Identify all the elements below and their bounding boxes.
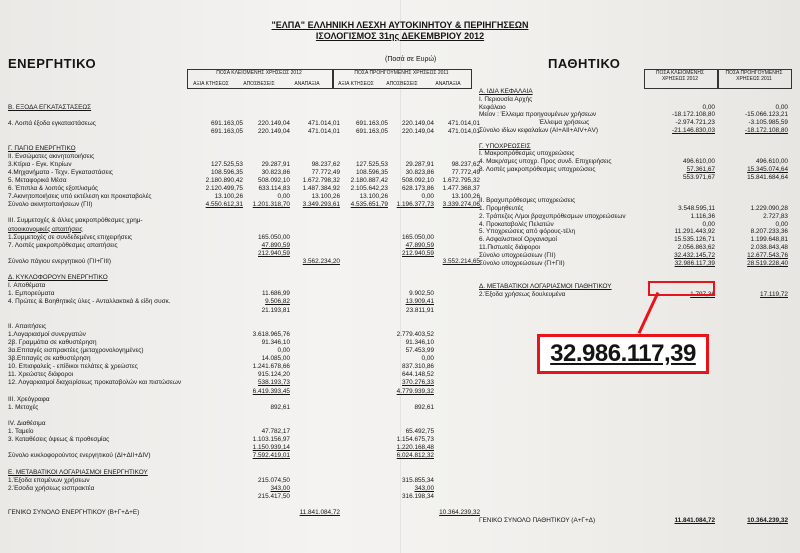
- liability-label: Δ. ΜΕΤΑΒΑΤΙΚΟΙ ΛΟΓΑΡΙΑΣΜΟΙ ΠΑΘΗΤΙΚΟΥ: [479, 283, 612, 290]
- asset-value: 2.180.887,42: [350, 176, 388, 184]
- liability-row: [479, 150, 791, 158]
- liability-value: 28.519.228,40: [747, 259, 788, 267]
- asset-value: 98.237,62: [311, 160, 340, 168]
- header-2011: ΠΟΣΑ ΠΡΟΗΓΟΥΜΕΝΗΣ ΧΡΗΣΕΩΣ 2011: [354, 70, 449, 76]
- asset-row: [8, 331, 478, 339]
- liability-row: [479, 291, 791, 299]
- asset-value: 0,00: [277, 193, 290, 201]
- column-subheader: ΑΠΟΣΒΕΣΕΙΣ: [386, 81, 418, 87]
- asset-value: 215.417,50: [258, 492, 290, 500]
- asset-label: II. Απαιτήσεις: [8, 322, 47, 330]
- asset-value: 2.105.642,23: [350, 185, 388, 192]
- asset-value: 633.114,83: [258, 185, 290, 192]
- liability-value: 496.610,00: [683, 158, 715, 166]
- asset-value: 77.772,49: [311, 168, 340, 176]
- asset-value: 343,00: [270, 484, 290, 492]
- asset-row: [8, 193, 478, 201]
- liability-row: [479, 96, 791, 104]
- liability-value: 2.038.843,48: [750, 244, 788, 251]
- liability-row: [479, 127, 791, 135]
- liability-label: II. Βραχυπρόθεσμες υποχρεώσεις: [479, 197, 576, 205]
- asset-value: 2.120.499,75: [205, 185, 243, 192]
- liability-row: [479, 174, 791, 182]
- asset-row: [8, 315, 478, 323]
- liability-value: -3.105.985,59: [748, 119, 788, 127]
- liability-label: 6. Ασφαλιστικοί Οργανισμοί: [479, 236, 557, 244]
- asset-row: [8, 258, 478, 266]
- asset-label: 12. Λογαριασμοί διαχειρίσεως προκαταβολών και πιστώσεων: [8, 379, 182, 387]
- column-subheader: ΑΞΙΑ ΚΤΗΣΕΩΣ: [338, 81, 374, 87]
- asset-row: [8, 266, 478, 274]
- column-subheader: ΑΠΟΣΒΕΣΕΙΣ: [243, 81, 275, 87]
- asset-value: 29.287,91: [405, 160, 434, 168]
- asset-value: 47.890,59: [261, 241, 290, 249]
- liability-label: Μείον : Έλλειμα προηγουμένων χρήσεων: [479, 111, 597, 119]
- asset-row: [8, 136, 478, 144]
- asset-value: 4.779.939,32: [396, 387, 434, 395]
- asset-value: 691.163,05: [211, 128, 243, 136]
- liability-label: A. ΙΔΙΑ ΚΕΦΑΛΑΙΑ: [479, 88, 533, 95]
- asset-value: 108.596,35: [356, 168, 388, 176]
- asset-value: 1.201.318,70: [252, 201, 290, 209]
- asset-value: 11.841.084,72: [299, 509, 340, 516]
- asset-row: [8, 501, 478, 509]
- asset-row: [8, 404, 478, 412]
- asset-value: 316.198,34: [402, 492, 434, 500]
- asset-label: 3. Καταθέσεις όψεως & προθεσμίας: [8, 436, 110, 444]
- liabilities-grand-total-2011: 10.364.239,32: [747, 517, 788, 524]
- liability-value: 8.207.233,36: [750, 228, 788, 236]
- asset-label: 5. Μεταφορικά Μέσα: [8, 176, 67, 184]
- liability-label: Σύνολο υποχρεώσεων (ΓΙ+ΓΙΙ): [479, 259, 565, 267]
- asset-row: [8, 161, 478, 169]
- currency-note: (Ποσά σε Ευρώ): [385, 56, 437, 63]
- liability-value: 0,00: [775, 103, 788, 111]
- asset-value: 91.346,10: [261, 338, 290, 346]
- asset-value: 2.779.403,52: [396, 330, 434, 338]
- callout-value: 32.986.117,39: [550, 340, 696, 367]
- asset-value: 644.148,52: [402, 371, 434, 379]
- asset-row: [8, 428, 478, 436]
- asset-label: Γ. ΠΑΓΙΟ ΕΝΕΡΓΗΤΙΚΟ: [8, 144, 76, 152]
- liability-value: 2.056.863,62: [677, 244, 715, 251]
- asset-row: [8, 355, 478, 363]
- liability-label: 5. Υποχρεώσεις από φόρους-τέλη: [479, 228, 575, 236]
- asset-label: IV. Διαθέσιμα: [8, 419, 46, 427]
- asset-label: II. Ενσώματες ακινητοποιήσεις: [8, 152, 95, 160]
- asset-label: Δ. ΚΥΚΛΟΦΟΡΟΥΝ ΕΝΕΡΓΗΤΙΚΟ: [8, 274, 108, 282]
- asset-label: 2.Έσοδα χρήσεως εισπρακτέα: [8, 484, 95, 492]
- asset-label: 1.Έξοδα επομένων χρήσεων: [8, 476, 90, 484]
- liability-value: 1.229.090,28: [750, 205, 788, 212]
- asset-value: 215.074,50: [258, 476, 290, 484]
- asset-value: 3.339.274,06: [442, 201, 480, 209]
- header-previous: ΠΟΣΑ ΠΡΟΗΓΟΥΜΕΝΗΣ ΧΡΗΣΕΩΣ 2011: [725, 70, 783, 82]
- asset-value: 508.092,10: [402, 176, 434, 184]
- asset-row: [8, 307, 478, 315]
- asset-value: 57.453,99: [405, 347, 434, 354]
- liability-label: Σύνολο ιδίων κεφαλαίων (ΑΙ+ΑΙΙ+ΑΙV+ΑV): [479, 127, 599, 134]
- asset-value: 1.487.384,92: [302, 185, 340, 192]
- liability-value: 15.535.126,71: [674, 236, 715, 244]
- asset-value: 98.237,62: [451, 160, 480, 168]
- liability-value: 496.610,00: [756, 158, 788, 166]
- asset-value: 6.419.393,45: [252, 387, 290, 395]
- asset-value: 14.085,00: [261, 355, 290, 363]
- liability-row: [479, 244, 791, 252]
- asset-label: 6. Έπιπλα & λοιπός εξοπλισμός: [8, 185, 99, 192]
- asset-row: [8, 493, 478, 501]
- asset-value: 165.050,00: [258, 233, 290, 241]
- asset-value: 628.173,86: [402, 185, 434, 192]
- liability-value: 32.986.117,39: [674, 259, 715, 267]
- asset-row: [8, 282, 478, 290]
- asset-value: 77.772,49: [451, 168, 480, 176]
- asset-row: [8, 412, 478, 420]
- asset-value: 13.100,26: [214, 193, 243, 201]
- asset-label: 4.Μηχανήματα - Τεχν. Εγκαταστάσεις: [8, 168, 113, 176]
- asset-value: 691.163,05: [356, 120, 388, 128]
- asset-row: [8, 323, 478, 331]
- asset-row: [8, 104, 478, 112]
- liability-value: 0,00: [775, 220, 788, 228]
- asset-value: 6.024.812,32: [396, 452, 434, 460]
- liabilities-grand-total-row: [479, 517, 791, 525]
- asset-value: 13.100,26: [451, 193, 480, 201]
- asset-value: 220.149,04: [258, 128, 290, 136]
- asset-row: [8, 226, 478, 234]
- asset-label: 4. Πρώτες & Βοηθητικές ύλες - Ανταλλακτικά & είδη συσκ.: [8, 298, 171, 306]
- asset-value: 1.103.156,97: [252, 436, 290, 444]
- asset-value: 47.890,59: [405, 241, 434, 249]
- asset-value: 1.154.675,73: [396, 436, 434, 444]
- asset-value: 3.552.214,65: [442, 257, 480, 265]
- liability-label: Σύνολο υποχρεώσεων (ΓΙΙ): [479, 251, 556, 259]
- liability-value: 15.841.684,64: [747, 173, 788, 181]
- asset-row: [8, 379, 478, 387]
- asset-value: 4.550.612,31: [205, 201, 243, 209]
- asset-value: 691.163,05: [356, 128, 388, 136]
- asset-value: 915.124,20: [258, 371, 290, 379]
- liability-value: 17.119,72: [760, 290, 788, 298]
- asset-row: [8, 169, 478, 177]
- asset-value: 9.506,82: [265, 298, 290, 306]
- asset-value: 691.163,05: [211, 120, 243, 128]
- asset-value: 65.492,75: [405, 428, 434, 435]
- asset-value: 0,00: [421, 355, 434, 363]
- asset-value: 343,00: [414, 484, 434, 492]
- liability-row: [479, 135, 791, 143]
- asset-row: [8, 485, 478, 493]
- asset-value: 4.535.651,79: [350, 201, 388, 209]
- asset-row: [8, 444, 478, 452]
- asset-row: [8, 396, 478, 404]
- asset-label: Σύνολο πάγιου ενεργητικού (ΓΙΙ+ΓΙΙΙ): [8, 257, 112, 265]
- liability-row: [479, 158, 791, 166]
- liability-row: [479, 88, 791, 96]
- column-subheader: ΑΝΑΠΑΞΙΑ: [294, 81, 320, 87]
- asset-value: 13.909,41: [405, 298, 434, 306]
- liability-label: 8. Λοιπές μακροπρόθεσμες υποχρεώσεις: [479, 166, 596, 173]
- asset-value: 127.525,53: [211, 160, 243, 168]
- liability-value: -18.172.108,80: [672, 111, 715, 119]
- asset-value: 220.149,04: [258, 120, 290, 128]
- asset-label: 11. Χρεώστες διάφοροι: [8, 371, 74, 379]
- asset-value: 165.050,00: [402, 233, 434, 241]
- asset-value: 30.823,86: [405, 168, 434, 176]
- asset-row: [8, 347, 478, 355]
- asset-value: 1.672.795,32: [442, 176, 480, 184]
- asset-row: [8, 477, 478, 485]
- asset-value: 30.823,86: [261, 168, 290, 176]
- liability-row: [479, 111, 791, 119]
- asset-value: 1.672.798,32: [302, 176, 340, 184]
- asset-label: 3.Κτίρια - Εγκ. Κτιρίων: [8, 160, 72, 168]
- liability-row: [479, 267, 791, 275]
- asset-row: [8, 185, 478, 193]
- asset-value: 29.287,91: [261, 160, 290, 168]
- liability-row: [479, 182, 791, 190]
- asset-label: 7. Λοιπές μακροπρόθεσμες απαιτήσεις: [8, 241, 118, 249]
- asset-value: 127.525,53: [356, 160, 388, 168]
- asset-value: 538.193,73: [258, 379, 290, 387]
- document-title: "ΕΛΠΑ" ΕΛΛΗΝΙΚΗ ΛΕΣΧΗ ΑΥΤΟΚΙΝΗΤΟΥ & ΠΕΡΙΗΓΗΣΕΩΝ: [271, 20, 529, 30]
- liability-row: [479, 236, 791, 244]
- asset-value: 47.782,17: [261, 428, 290, 435]
- asset-value: 13.100,26: [311, 193, 340, 201]
- liability-value: -2.974.721,23: [675, 119, 715, 127]
- asset-label: 4. Λοιπά έξοδα εγκαταστάσεως: [8, 120, 96, 128]
- asset-label: Σύνολο ακινητοποιήσεων (ΓΙΙ): [8, 201, 93, 209]
- header-current: ΠΟΣΑ ΚΛΕΙΟΜΕΝΗΣ ΧΡΗΣΕΩΣ 2012: [655, 70, 705, 82]
- asset-value: 11.686,99: [262, 290, 290, 298]
- liability-label: 2. Τράπεζες Λ/μοι βραχυπρόθεσμων υποχρεώσεων: [479, 212, 626, 220]
- asset-label: 7.Ακινητοποιήσεις υπό εκτέλεση και προκαταβολές: [8, 193, 152, 201]
- asset-row: [8, 469, 478, 477]
- liability-value: 1.199.648,81: [750, 236, 788, 244]
- asset-label: 10. Επισφαλείς - επίδικοι πελάτες & χρεώστες: [8, 363, 138, 371]
- liability-value: 0,00: [702, 103, 715, 111]
- liability-row: [479, 197, 791, 205]
- asset-row: [8, 177, 478, 185]
- asset-row: [8, 201, 478, 209]
- asset-row: [8, 112, 478, 120]
- liability-value: 11.291.443,92: [674, 228, 715, 236]
- asset-row: [8, 420, 478, 428]
- asset-value: 2.180.890,42: [205, 176, 243, 184]
- asset-value: 3.562.234,20: [302, 257, 340, 265]
- asset-row: [8, 363, 478, 371]
- asset-row: [8, 388, 478, 396]
- liability-label: I. Περιουσία Αρχής: [479, 95, 533, 103]
- asset-row: [8, 452, 478, 460]
- asset-row: [8, 128, 478, 136]
- asset-label: 3β.Επιταγές σε καθυστέρηση: [8, 355, 91, 363]
- liability-label: 4. Μακρ/σμες υποχρ. Προς συνδ. Επιχειρήσεις: [479, 158, 612, 166]
- asset-value: 1.150.939,14: [252, 444, 290, 452]
- liability-label: 11.Πιστωτές διάφοροι: [479, 244, 540, 251]
- liability-row: [479, 275, 791, 283]
- asset-label: 1.Συμμετοχές σε συνδεδεμένες επιχειρήσεις: [8, 233, 133, 241]
- asset-value: 315.855,34: [402, 476, 434, 484]
- liability-row: [479, 166, 791, 174]
- asset-value: 10.364.239,32: [439, 509, 480, 516]
- asset-value: 0,00: [421, 193, 434, 201]
- asset-value: 1.196.377,73: [396, 201, 434, 209]
- column-subheader: ΑΝΑΠΑΞΙΑ: [435, 81, 461, 87]
- asset-value: 3.618.965,76: [252, 330, 290, 338]
- asset-label: 1. Εμπορεύματα: [8, 290, 55, 298]
- liability-value: -21.146.830,03: [672, 127, 715, 134]
- liability-value: 1.116,36: [690, 212, 715, 220]
- asset-row: [8, 120, 478, 128]
- liability-value: 32.432.145,72: [674, 251, 715, 259]
- liability-label: Έλλειμα χρήσεως: [539, 119, 590, 127]
- liability-value: 0,00: [702, 220, 715, 228]
- liability-row: [479, 213, 791, 221]
- asset-value: 471.014,01: [448, 128, 480, 136]
- liability-value: 2.727,83: [763, 212, 788, 220]
- assets-heading: ΕΝΕΡΓΗΤΙΚΟ: [8, 56, 97, 71]
- asset-label: 3α.Επιταγές εισπρακτέες (μεταχρονολογημένες): [8, 347, 144, 354]
- asset-row: [8, 509, 478, 517]
- liability-value: 57.361,67: [686, 166, 715, 173]
- asset-label: 1. Ταμείο: [8, 428, 34, 435]
- asset-value: 892,61: [270, 403, 290, 411]
- asset-value: 370.276,33: [402, 379, 434, 387]
- liability-row: [479, 283, 791, 291]
- asset-value: 21.193,81: [261, 306, 290, 314]
- asset-label: ατοοικονομικές απαιτήσεις: [8, 225, 83, 233]
- liabilities-grand-total-label: ΓΕΝΙΚΟ ΣΥΝΟΛΟ ΠΑΘΗΤΙΚΟΥ (Α+Γ+Δ): [479, 517, 596, 524]
- callout-box: [537, 334, 709, 374]
- asset-row: [8, 436, 478, 444]
- asset-label: III. Συμμετοχές & άλλες μακροπρόθεσμες χρημ-: [8, 217, 143, 225]
- liability-value: 553.971,67: [683, 173, 715, 181]
- liability-value: -18.172.108,80: [745, 127, 788, 134]
- liability-label: I. Μακροπρόθεσμες υποχρεώσεις: [479, 150, 575, 158]
- liability-value: 3.548.595,11: [678, 205, 715, 212]
- liability-value: 15.345.074,64: [747, 166, 788, 173]
- asset-value: 91.346,10: [405, 338, 434, 346]
- asset-label: 1.Λογαριασμοί συνεργατών: [8, 330, 86, 338]
- liability-row: [479, 252, 791, 260]
- asset-label: Ε. ΜΕΤΑΒΑΤΙΚΟΙ ΛΟΓΑΡΙΑΣΜΟΙ ΕΝΕΡΓΗΤΙΚΟΥ: [8, 468, 148, 476]
- liabilities-grand-total-2012: 11.841.084,72: [674, 517, 715, 524]
- asset-label: III. Χρεόγραφα: [8, 395, 50, 403]
- asset-value: 9.902,50: [409, 290, 434, 298]
- asset-value: 212.940,59: [258, 249, 290, 257]
- asset-label: 1. Μετοχές: [8, 403, 39, 411]
- asset-row: [8, 460, 478, 468]
- liability-value: -15.066.123,21: [745, 111, 788, 119]
- asset-value: 23.811,91: [406, 306, 434, 314]
- liability-label: 2.Έξοδα χρήσεως δουλευμένα: [479, 290, 566, 298]
- asset-label: Σύνολο κυκλοφορούντος ενεργητικού (ΔΙ+ΔΙΙ+ΔΙV): [8, 452, 151, 460]
- column-subheader: ΑΞΙΑ ΚΤΗΣΕΩΣ: [193, 81, 229, 87]
- liability-row: [479, 205, 791, 213]
- asset-value: 471.014,01: [448, 120, 480, 128]
- asset-value: 220.149,04: [402, 128, 434, 136]
- asset-label: ΓΕΝΙΚΟ ΣΥΝΟΛΟ ΕΝΕΡΓΗΤΙΚΟΥ (Β+Γ+Δ+Ε): [8, 509, 140, 516]
- asset-value: 1.241.678,66: [252, 363, 290, 371]
- asset-row: [8, 217, 478, 225]
- asset-value: 108.596,35: [211, 168, 243, 176]
- asset-value: 508.092,10: [258, 176, 290, 184]
- asset-value: 0,00: [277, 347, 290, 354]
- asset-row: [8, 234, 478, 242]
- asset-value: 837.310,86: [402, 363, 434, 371]
- asset-value: 3.349.293,61: [302, 201, 340, 209]
- liability-label: 1. Προμηθευτές: [479, 205, 524, 212]
- liability-value: 12.677.543,76: [747, 251, 788, 259]
- asset-row: [8, 250, 478, 258]
- asset-value: 471.014,01: [308, 128, 340, 136]
- asset-value: 471.014,01: [308, 120, 340, 128]
- asset-row: [8, 153, 478, 161]
- liability-row: [479, 119, 791, 127]
- document-subtitle: ΙΣΟΛΟΓΙΣΜΟΣ 31ης ΔΕΚΕΜΒΡΙΟΥ 2012: [315, 31, 485, 41]
- asset-row: [8, 242, 478, 250]
- asset-value: 1.477.368,37: [442, 185, 480, 192]
- asset-row: [8, 298, 478, 306]
- liability-label: Γ. ΥΠΟΧΡΕΩΣΕΙΣ: [479, 142, 531, 150]
- asset-value: 220.149,04: [402, 120, 434, 128]
- asset-label: Β. ΕΞΟΔΑ ΕΓΚΑΤΑΣΤΑΣΕΩΣ: [8, 104, 92, 111]
- asset-row: [8, 339, 478, 347]
- asset-value: 892,61: [414, 403, 434, 411]
- asset-label: I. Αποθέματα: [8, 282, 46, 290]
- liabilities-heading: ΠΑΘΗΤΙΚΟ: [548, 56, 621, 71]
- liability-row: [479, 260, 791, 268]
- asset-value: 13.100,26: [359, 193, 388, 201]
- asset-value: 1.220.168,48: [396, 444, 434, 452]
- liability-label: Κεφάλαιο: [479, 103, 506, 111]
- liability-value: 1.797,36: [690, 290, 715, 298]
- asset-value: 7.592.419,01: [252, 452, 290, 460]
- asset-value: 212.940,59: [402, 249, 434, 257]
- liability-label: 4. Προκαταβολές Πελατών: [479, 220, 554, 228]
- header-2012: ΠΟΣΑ ΚΛΕΙΟΜΕΝΗΣ ΧΡΗΣΕΩΣ 2012: [216, 70, 302, 76]
- asset-row: [8, 145, 478, 153]
- asset-label: 2β. Γραμμάτια σε καθυστέρηση: [8, 338, 97, 346]
- asset-row: [8, 274, 478, 282]
